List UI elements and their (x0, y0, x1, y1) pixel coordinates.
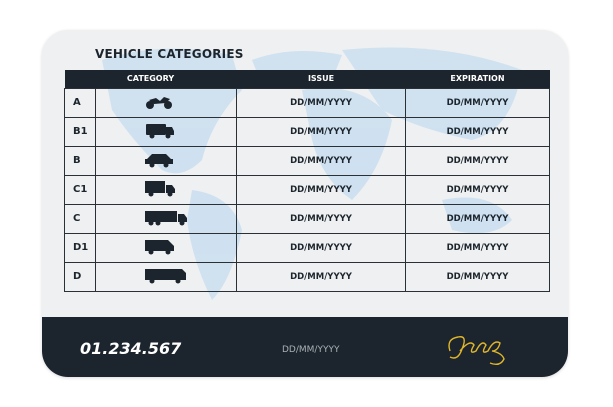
license-card (42, 30, 568, 377)
table-row (65, 175, 550, 204)
expiration-date: DD/MM/YYYY (406, 175, 550, 204)
table-row (65, 262, 550, 291)
table-row (65, 88, 550, 117)
header-expiration: EXPIRATION (406, 70, 550, 88)
car-icon (144, 151, 188, 168)
category-icon-cell (96, 262, 237, 291)
issue-date: DD/MM/YYYY (237, 146, 406, 175)
category-code: B1 (65, 117, 96, 146)
category-code: D1 (65, 233, 96, 262)
bus-icon (144, 267, 188, 284)
category-code: D (65, 262, 96, 291)
issue-date: DD/MM/YYYY (237, 88, 406, 117)
category-icon-cell (96, 204, 237, 233)
expiration-date: DD/MM/YYYY (406, 233, 550, 262)
table-row (65, 146, 550, 175)
category-code: C1 (65, 175, 96, 204)
header-category: CATEGORY (65, 70, 237, 88)
footer-date: DD/MM/YYYY (282, 345, 340, 355)
table-row (65, 233, 550, 262)
category-icon-cell (96, 117, 237, 146)
expiration-date: DD/MM/YYYY (406, 262, 550, 291)
header-issue: ISSUE (237, 70, 406, 88)
expiration-date: DD/MM/YYYY (406, 204, 550, 233)
minibus-icon (144, 238, 188, 255)
license-number: 01.234.567 (80, 339, 182, 358)
issue-date: DD/MM/YYYY (237, 175, 406, 204)
card-footer (42, 317, 568, 377)
category-code: A (65, 88, 96, 117)
van-icon (144, 122, 188, 139)
expiration-date: DD/MM/YYYY (406, 117, 550, 146)
issue-date: DD/MM/YYYY (237, 262, 406, 291)
categories-table (64, 70, 550, 292)
expiration-date: DD/MM/YYYY (406, 88, 550, 117)
issue-date: DD/MM/YYYY (237, 233, 406, 262)
issue-date: DD/MM/YYYY (237, 117, 406, 146)
truck-icon (144, 209, 188, 226)
table-row (65, 204, 550, 233)
issue-date: DD/MM/YYYY (237, 204, 406, 233)
motorcycle-icon (144, 93, 188, 110)
category-icon-cell (96, 233, 237, 262)
table-row (65, 117, 550, 146)
small-truck-icon (144, 180, 188, 197)
category-icon-cell (96, 146, 237, 175)
category-code: C (65, 204, 96, 233)
signature-icon (442, 329, 522, 369)
category-icon-cell (96, 175, 237, 204)
expiration-date: DD/MM/YYYY (406, 146, 550, 175)
category-code: B (65, 146, 96, 175)
category-icon-cell (96, 88, 237, 117)
section-title: VEHICLE CATEGORIES (95, 47, 244, 61)
